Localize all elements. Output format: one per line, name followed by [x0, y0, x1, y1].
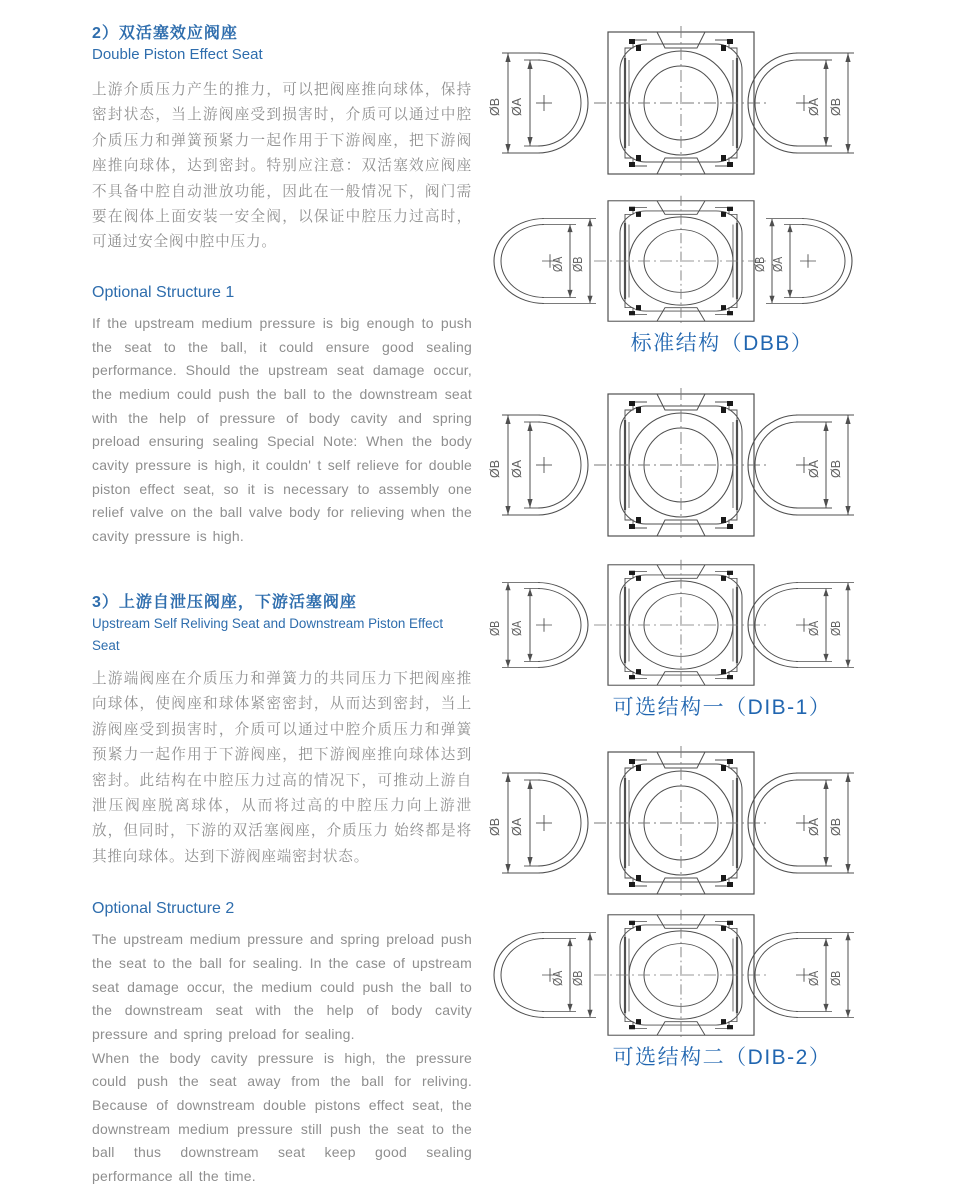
- svg-text:ØA: ØA: [807, 817, 821, 837]
- section3-heading-en: Upstream Self Reliving Seat and Downstream Piston Effect Seat: [92, 615, 444, 653]
- svg-text:ØB: ØB: [488, 459, 502, 479]
- svg-text:ØB: ØB: [489, 620, 503, 637]
- optional-structure-1-body: If the upstream medium pressure is big enough to push the seat to the ball, it could ensure good sealing performance. Should the upstream seat damage occur, the medium could push the ball to the downstream seat with the help of pressure of body cavity and spring preload ensuring sealing Special Note: When the body cavity pressure is high, it couldn' t self relieve for double piston effect seat, so it is necessary to assembly one relief valve on the ball valve body for relieving when the cavity pressure is high.: [92, 314, 472, 545]
- svg-text:ØB: ØB: [754, 256, 768, 273]
- svg-text:ØA: ØA: [510, 817, 524, 837]
- svg-text:ØA: ØA: [552, 256, 566, 273]
- svg-text:ØA: ØA: [808, 970, 822, 987]
- svg-text:ØA: ØA: [552, 970, 566, 987]
- svg-text:ØB: ØB: [830, 970, 844, 987]
- svg-text:ØB: ØB: [488, 97, 502, 117]
- valve-seat-diagram: [486, 908, 906, 1042]
- optional-structure-2-body-1: The upstream medium pressure and spring preload push the seat to the ball for sealing. In the case of upstream seat damage occur, the medium could push the ball to the downstream seat with the help of body cavity pressure and spring preload for sealing.: [92, 931, 472, 1042]
- svg-text:ØA: ØA: [808, 620, 822, 637]
- svg-text:ØB: ØB: [830, 620, 844, 637]
- valve-seat-diagram: [486, 386, 906, 544]
- valve-seat-diagram: [486, 194, 906, 328]
- valve-seat-diagram: [486, 558, 906, 692]
- diagram-row-bottom: [486, 194, 910, 328]
- svg-text:ØA: ØA: [510, 97, 524, 117]
- optional-structure-2-body-2: When the body cavity pressure is high, the pressure could push the seat away from the ball for reliving. Because of downstream double pistons effect seat, the downstream medium pressure still push the seat to the ball thus downstream seat keep good sealing performance all the time.: [92, 1049, 472, 1185]
- diagram-row-top: [486, 386, 910, 544]
- structure-group-dbb: [486, 24, 910, 362]
- diagram-row-top: [486, 744, 910, 902]
- valve-seat-diagram: [486, 24, 906, 182]
- svg-text:ØA: ØA: [511, 620, 525, 637]
- section2-heading-zh: 2）双活塞效应阀座: [92, 25, 238, 42]
- structure-group-dib1: [486, 386, 910, 726]
- valve-seat-diagram: [486, 744, 906, 902]
- structure-group-dib2: [486, 744, 910, 1076]
- svg-text:ØB: ØB: [488, 817, 502, 837]
- section3-heading-zh: 3）上游自泄压阀座，下游活塞阀座: [92, 593, 357, 611]
- section2-heading-en: Double Piston Effect Seat: [92, 46, 263, 63]
- svg-text:ØA: ØA: [510, 459, 524, 479]
- structure-label-dbb: 标准结构（DBB）: [630, 332, 814, 355]
- section3-body-zh: 上游端阀座在介质压力和弹簧力的共同压力下把阀座推向球体，使阀座和球体紧密密封，从而达到密封，当上游阀座受到损害时，介质可以通过中腔介质压力和弹簧预紧力一起作用于下游阀座，把下游阀座推向球体达到密封。此结构在中腔压力过高的情况下，可推动上游自泄压阀座脱离球体，从而将过高的中腔压力向上游泄放，但同时，下游的双活塞阀座，介质压力 始终都是将其推向球体。达到下游阀座端密封状态。: [92, 670, 472, 865]
- svg-text:ØA: ØA: [772, 256, 786, 273]
- svg-text:ØB: ØB: [572, 256, 586, 273]
- optional-structure-1-heading: Optional Structure 1: [92, 283, 235, 301]
- diagram-row-bottom: [486, 558, 910, 692]
- structure-label-dib1: 可选结构一（DIB-1）: [612, 696, 832, 719]
- diagram-column: [486, 24, 910, 1076]
- diagram-row-bottom: [486, 908, 910, 1042]
- svg-text:ØA: ØA: [807, 97, 821, 117]
- svg-text:ØB: ØB: [572, 970, 586, 987]
- svg-text:ØB: ØB: [829, 97, 843, 117]
- structure-label-dib2: 可选结构二（DIB-2）: [612, 1046, 832, 1069]
- svg-text:ØB: ØB: [829, 817, 843, 837]
- svg-text:ØA: ØA: [807, 459, 821, 479]
- svg-text:ØB: ØB: [829, 459, 843, 479]
- diagram-row-top: [486, 24, 910, 182]
- optional-structure-2-heading: Optional Structure 2: [92, 900, 235, 918]
- section2-body-zh: 上游介质压力产生的推力，可以把阀座推向球体，保持密封状态，当上游阀座受到损害时，介质可以通过中腔介质压力和弹簧预紧力一起作用于下游阀座，把下游阀座推向球体，达到密封。特别应注意：双活塞效应阀座不具备中腔自动泄放功能，因此在一般情况下，阀门需要在阀体上面安装一安全阀，以保证中腔压力过高时，可通过安全阀中腔中压力。: [92, 82, 472, 251]
- text-column: [92, 24, 472, 1189]
